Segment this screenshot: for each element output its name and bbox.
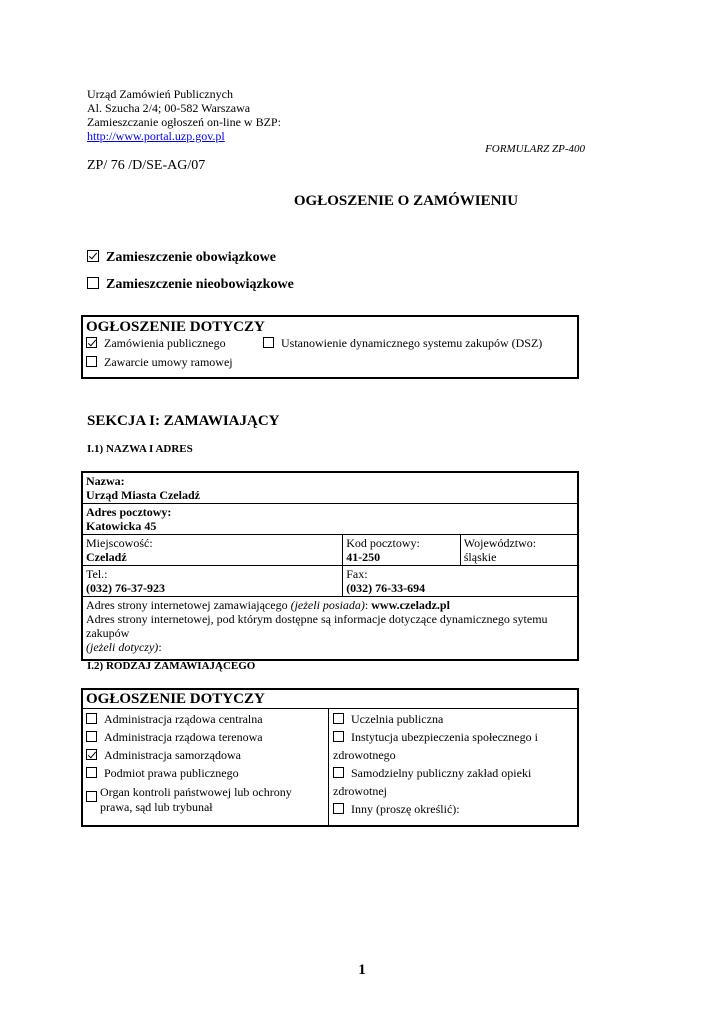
type-option-left-5[interactable] — [86, 785, 292, 815]
fax-label: Fax: — [346, 567, 368, 581]
placement-mandatory-label: Zamieszczenie obowiązkowe — [106, 250, 276, 265]
type-option-right-2[interactable] — [333, 728, 577, 764]
checkbox-empty-icon[interactable] — [333, 731, 344, 742]
type-option-label: Samodzielny publiczny zakład opieki zdrowotnej — [333, 766, 532, 798]
province-value: śląskie — [463, 550, 497, 564]
tel-cell — [82, 566, 343, 597]
option-framework[interactable] — [86, 355, 233, 370]
type-option-label: Uczelnia publiczna — [351, 712, 444, 726]
checkbox-checked-icon[interactable] — [86, 337, 97, 348]
city-cell — [82, 535, 343, 566]
checkbox-empty-icon[interactable] — [86, 791, 97, 802]
www-value: www.czeladz.pl — [371, 598, 450, 612]
address-value: Katowicka 45 — [86, 519, 157, 533]
option-dsz-label: Ustanowienie dynamicznego systemu zakupów (DSZ) — [281, 336, 543, 350]
checkbox-empty-icon[interactable] — [87, 277, 99, 289]
issuer-note: Zamieszczanie ogłoszeń on-line w BZP: — [87, 115, 281, 129]
type-right-column — [333, 710, 577, 818]
type-option-label: Administracja rządowa centralna — [104, 712, 263, 726]
checkbox-empty-icon[interactable] — [86, 767, 97, 778]
type-option-label-line1: Organ kontroli państwowej lub ochrony — [100, 785, 292, 799]
subsection-type: I.2) RODZAJ ZAMAWIAJĄCEGO — [87, 660, 256, 672]
type-option-label: Administracja rządowa terenowa — [104, 730, 263, 744]
postcode-label: Kod pocztowy: — [346, 536, 420, 550]
postal-address-cell — [82, 504, 578, 535]
city-label: Miejscowość: — [86, 536, 153, 550]
notice-box-title: OGŁOSZENIE DOTYCZY — [86, 319, 265, 335]
page-title: OGŁOSZENIE O ZAMÓWIENIU — [293, 193, 519, 209]
checkbox-empty-icon[interactable] — [86, 713, 97, 724]
type-left-column — [86, 710, 292, 815]
type-option-label: Administracja samorządowa — [104, 748, 241, 762]
type-box-column-divider — [328, 708, 329, 825]
section-title: SEKCJA I: ZAMAWIAJĄCY — [87, 413, 280, 429]
type-option-label: Inny (proszę określić): — [351, 802, 460, 816]
placement-optional-label: Zamieszczenie nieobowiązkowe — [106, 277, 294, 292]
checkbox-empty-icon[interactable] — [86, 731, 97, 742]
www-label: Adres strony internetowej zamawiającego — [86, 598, 288, 612]
type-option-right-4[interactable] — [333, 800, 577, 818]
type-box-title: OGŁOSZENIE DOTYCZY — [86, 691, 265, 707]
address-table — [81, 471, 579, 661]
dsz-url-note: (jeżeli dotyczy) — [86, 640, 159, 654]
tel-value: (032) 76-37-923 — [86, 581, 165, 595]
name-value: Urząd Miasta Czeladź — [86, 488, 200, 502]
fax-value: (032) 76-33-694 — [346, 581, 426, 595]
www-note: (jeżeli posiada) — [290, 598, 365, 612]
checkbox-checked-icon[interactable] — [87, 250, 99, 262]
option-dsz[interactable] — [263, 336, 542, 351]
tel-label: Tel.: — [86, 567, 108, 581]
issuer-address: Al. Szucha 2/4; 00-582 Warszawa — [87, 101, 251, 115]
placement-optional[interactable] — [87, 277, 294, 293]
address-label: Adres pocztowy: — [86, 505, 172, 519]
type-option-left-4[interactable] — [86, 764, 292, 782]
type-option-right-1[interactable] — [333, 710, 577, 728]
option-public-order-label: Zamówienia publicznego — [104, 336, 226, 350]
portal-link[interactable]: http://www.portal.uzp.gov.pl — [87, 129, 225, 143]
name-cell — [82, 472, 578, 504]
type-option-right-3[interactable] — [333, 764, 577, 800]
placement-mandatory[interactable] — [87, 250, 276, 266]
reference-number: ZP/ 76 /D/SE-AG/07 — [87, 158, 206, 173]
province-cell — [460, 535, 578, 566]
type-option-left-3[interactable] — [86, 746, 292, 764]
checkbox-checked-icon[interactable] — [86, 749, 97, 760]
option-framework-label: Zawarcie umowy ramowej — [104, 355, 233, 369]
checkbox-empty-icon[interactable] — [86, 356, 97, 367]
name-label: Nazwa: — [86, 474, 125, 488]
type-box-divider — [83, 708, 577, 709]
option-public-order[interactable] — [86, 336, 226, 351]
page-number: 1 — [358, 962, 366, 978]
subsection-name-address: I.1) NAZWA I ADRES — [87, 443, 193, 455]
web-cell: Adres strony internetowej zamawiającego (jeżeli posiada): www.czeladz.pl Adres strony internetowej, pod którym dostępne są informacje dotyczące dynamicznego sytemu zakupów (jeżeli dotyczy): — [82, 597, 578, 661]
type-box — [81, 688, 579, 827]
checkbox-empty-icon[interactable] — [333, 713, 344, 724]
checkbox-empty-icon[interactable] — [263, 337, 274, 348]
postcode-value: 41-250 — [346, 550, 381, 564]
checkbox-empty-icon[interactable] — [333, 803, 344, 814]
notice-box — [81, 315, 579, 379]
city-value: Czeladź — [86, 550, 127, 564]
type-option-left-1[interactable] — [86, 710, 292, 728]
fax-cell — [343, 566, 578, 597]
type-option-label-line2: prawa, sąd lub trybunał — [100, 800, 213, 814]
type-option-label: Podmiot prawa publicznego — [104, 766, 239, 780]
postcode-cell — [343, 535, 461, 566]
form-id: FORMULARZ ZP-400 — [485, 143, 585, 155]
type-option-label: Instytucja ubezpieczenia społecznego i zdrowotnego — [333, 730, 538, 762]
issuer-name: Urząd Zamówień Publicznych — [87, 87, 233, 101]
type-option-left-2[interactable] — [86, 728, 292, 746]
province-label: Województwo: — [463, 536, 537, 550]
dsz-url-label: Adres strony internetowej, pod którym dostępne są informacje dotyczące dynamicznego sytemu zakupów — [86, 612, 548, 640]
issuer-header — [87, 87, 281, 143]
checkbox-empty-icon[interactable] — [333, 767, 344, 778]
